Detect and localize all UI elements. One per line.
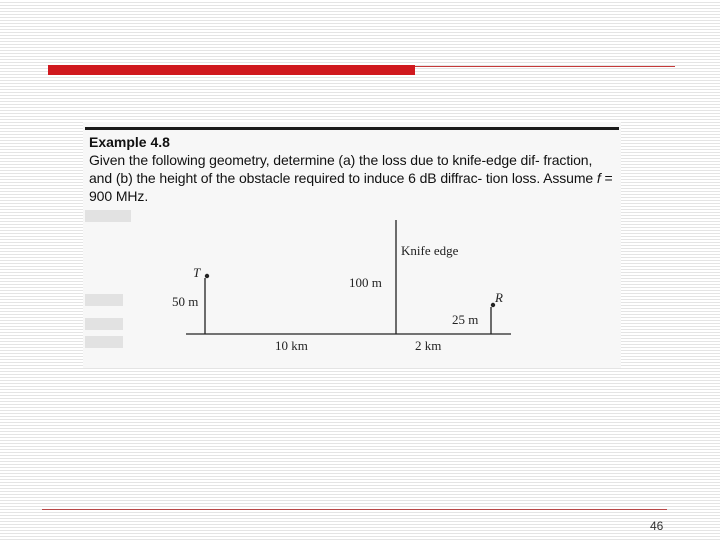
footer-rule bbox=[42, 509, 667, 510]
knife-edge-label: Knife edge bbox=[401, 243, 459, 258]
page-number: 46 bbox=[650, 519, 664, 533]
title-accent-rule bbox=[415, 66, 675, 67]
problem-text-part2: = 900 MHz. bbox=[89, 170, 613, 204]
frequency-variable: f bbox=[596, 170, 601, 186]
receiver-height-label: 25 m bbox=[452, 312, 479, 327]
transmitter-point bbox=[205, 274, 209, 278]
distance-tx-edge-label: 10 km bbox=[275, 338, 308, 353]
knife-edge-diagram bbox=[83, 122, 621, 368]
problem-text-part1: Given the following geometry, determine (a) the loss due to knife-edge dif- fraction, and (b) the height of the obstacle required to induce 6 dB diffrac- tion loss. Assume bbox=[89, 152, 597, 186]
receiver-label: R bbox=[495, 290, 503, 305]
example-title: Example 4.8 bbox=[89, 134, 170, 150]
transmitter-height-label: 50 m bbox=[172, 294, 199, 309]
obstacle-height-label: 100 m bbox=[349, 275, 382, 290]
textbook-scan bbox=[83, 122, 621, 368]
title-accent-bar bbox=[48, 65, 415, 75]
distance-edge-rx-label: 2 km bbox=[415, 338, 442, 353]
transmitter-label: T bbox=[193, 265, 201, 280]
